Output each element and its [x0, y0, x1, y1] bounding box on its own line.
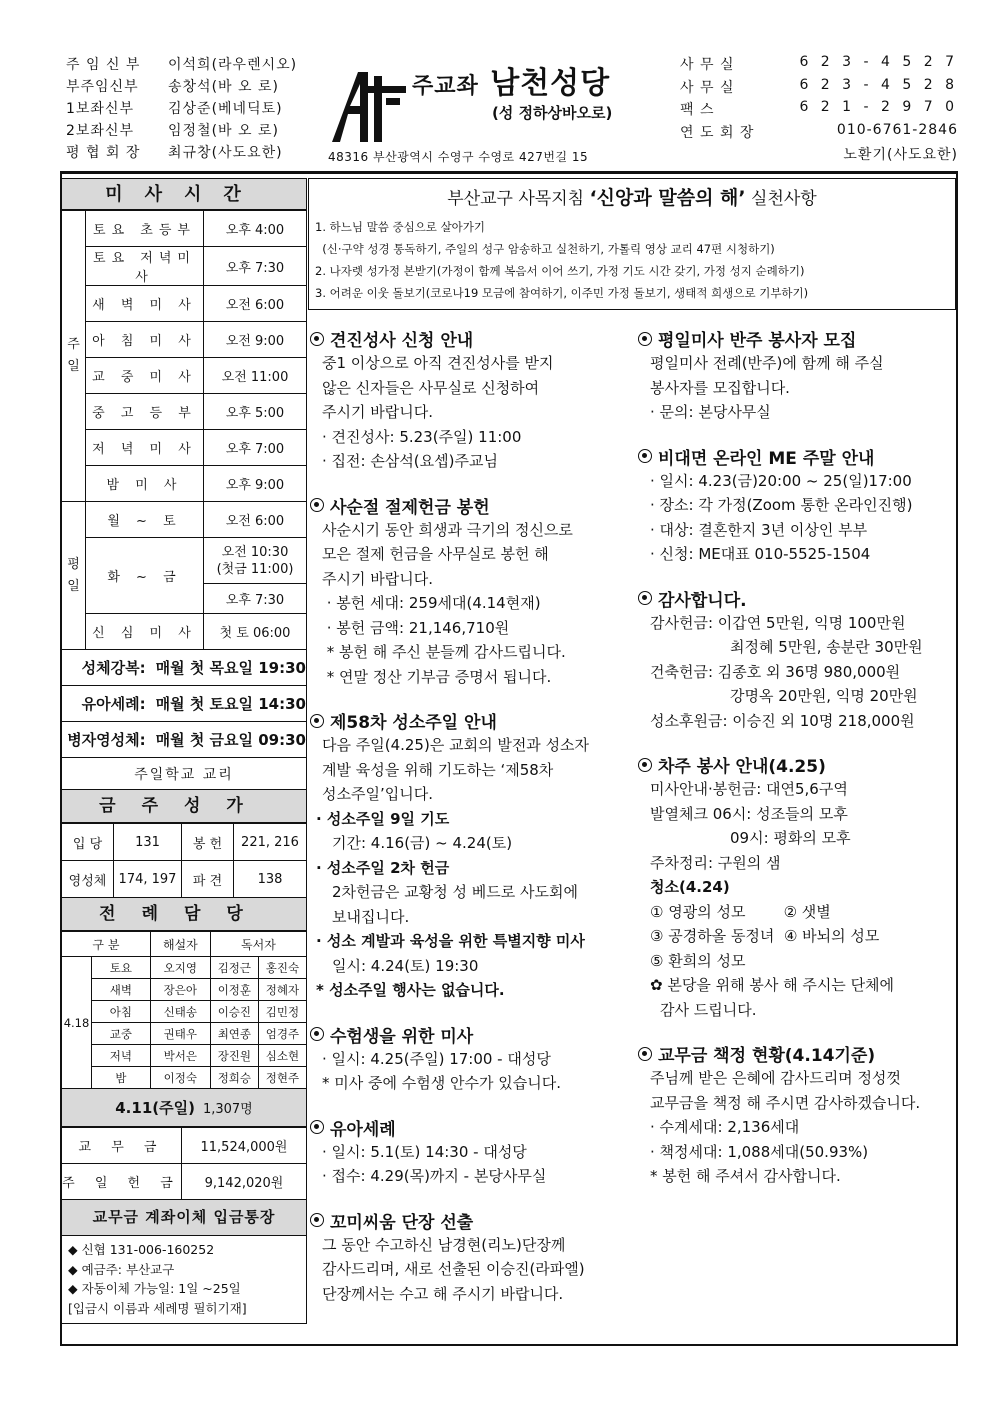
- notice-line: * 봉헌 해 주신 분들께 감사드립니다.: [322, 643, 566, 661]
- notice-line: 평일미사 전례(반주)에 함께 해 주실: [650, 354, 884, 372]
- duty-cell: 토요: [92, 957, 151, 979]
- contact-number: 010-6761-2846: [836, 121, 958, 138]
- directive-title-theme: ‘신앙과 말씀의 해’: [589, 187, 746, 209]
- bulletin-header: [60, 50, 958, 170]
- mass-name: 교 중 미 사: [86, 358, 204, 394]
- notice-line: 주차정리: 구원의 샘: [650, 853, 781, 872]
- notice-line: 중1 이상으로 아직 견진성사를 받지: [322, 354, 554, 372]
- parish-title: [412, 58, 610, 102]
- account-info: [61, 1236, 307, 1324]
- duty-cell: 이정훈: [210, 979, 258, 1001]
- duty-cell: 정희승: [210, 1067, 258, 1089]
- sunday-school-row: 주일학교 교리: [61, 758, 307, 790]
- notice-title: 꼬미씨움 단장 선출: [330, 1212, 474, 1233]
- notice-title: 견진성사 신청 안내: [330, 331, 474, 351]
- notice-line: 교무금을 책정 해 주시면 감사하겠습니다.: [650, 1093, 921, 1112]
- contact-number: 6 2 1 - 2 9 7 0: [799, 99, 958, 115]
- contact-label: 사 무 실: [680, 79, 735, 96]
- hymn-label: 파 견: [182, 861, 234, 898]
- notice-section: [310, 1115, 628, 1189]
- account-title: 교무금 계좌이체 입금통장: [61, 1200, 307, 1236]
- staff-role: 부주임신부: [66, 79, 139, 95]
- offering-value: 9,142,020원: [182, 1164, 307, 1200]
- column-header: 독서자: [210, 932, 306, 957]
- notice-line: · 일시: 4.25(주일) 17:00 - 대성당: [322, 1049, 551, 1068]
- contact-label: 연 도 회 장: [680, 124, 755, 141]
- notice-line: 그 동안 수고하신 남경현(리노)단장께: [322, 1235, 566, 1254]
- yeondo-name: 노환기(사도요한): [843, 147, 958, 163]
- notice-title: 교무금 책정 현황(4.14기준): [658, 1046, 876, 1066]
- mass-name: 새 벽 미 사: [86, 286, 204, 322]
- staff-role: 1보좌신부: [66, 101, 135, 117]
- contact-row: [680, 54, 958, 77]
- table-row: [62, 1067, 307, 1089]
- column-header: 해설자: [150, 932, 210, 957]
- account-line: ◆ 예금주: 부산교구: [68, 1261, 175, 1277]
- mass-time: 오전 11:00: [204, 358, 307, 394]
- notice-line: 보내집니다.: [332, 907, 410, 926]
- notice-line: 성소주일’입니다.: [322, 785, 433, 803]
- directive-line: 2. 나자렛 성가정 본받기(가정이 함께 복음서 이어 쓰기, 가정 기도 시간 갖기, 가정 성지 순례하기): [315, 264, 805, 278]
- duty-cell: 박서은: [150, 1045, 210, 1067]
- mass-name: 중 고 등 부: [86, 394, 204, 430]
- contact-row: [680, 144, 958, 167]
- duty-cell: 김정근: [210, 957, 258, 979]
- notice-line: · 대상: 결혼한지 3년 이상인 부부: [650, 520, 868, 539]
- notice-heading: [310, 326, 628, 351]
- notice-heading: [638, 586, 956, 611]
- notice-line: 건축헌금: 김종호 외 36명 980,000원: [650, 662, 901, 681]
- duty-cell: 새벽: [92, 979, 151, 1001]
- table-row: [62, 1045, 307, 1067]
- notice-line: 다음 주일(4.25)은 교회의 발전과 성소자: [322, 736, 590, 754]
- table-row: [62, 538, 307, 584]
- notice-line: 일시: 4.24(토) 19:30: [332, 956, 479, 975]
- notice-line: ✿ 본당을 위해 봉사 해 주시는 단체에: [650, 976, 895, 994]
- notice-line: · 봉헌 세대: 259세대(4.14현재): [322, 594, 541, 612]
- mass-time: 오전 6:00: [204, 502, 307, 538]
- hymn-value: 174, 197: [114, 861, 182, 898]
- notice-line: * 봉헌 해 주셔서 감사합니다.: [650, 1167, 841, 1185]
- notice-title: 제58차 성소주일 안내: [330, 713, 497, 733]
- left-column: [61, 178, 307, 1324]
- right-area: [308, 178, 956, 1303]
- notice-column-2: [638, 326, 956, 1208]
- table-row: [62, 394, 307, 430]
- special-mass-row: [61, 650, 307, 686]
- sunday-date: 4.11(주일): [115, 1099, 195, 1117]
- pastoral-directive-box: [308, 178, 956, 310]
- staff-row: [66, 98, 326, 120]
- staff-row: [66, 54, 326, 76]
- notice-line: · 봉헌 금액: 21,146,710원: [322, 618, 510, 637]
- mass-time: 오후 7:30: [204, 584, 307, 614]
- notice-line: 성소후원금: 이승진 외 10명 218,000원: [650, 711, 915, 730]
- directive-title: [315, 183, 949, 210]
- sunday-count: 1,307명: [202, 1102, 253, 1117]
- duty-cell: 저녁: [92, 1045, 151, 1067]
- notice-section: [310, 708, 628, 1003]
- mass-time-line: (첫금 11:00): [216, 561, 294, 577]
- weekday-label: 평 일: [62, 502, 86, 650]
- hymn-value: 138: [234, 861, 307, 898]
- mass-name: 신 심 미 사: [86, 614, 204, 650]
- notice-heading: [310, 1208, 628, 1233]
- duty-cell: 장은아: [150, 979, 210, 1001]
- mass-name: 아 침 미 사: [86, 322, 204, 358]
- circle-bullet-icon: [638, 332, 652, 346]
- table-row: [62, 1023, 307, 1045]
- mass-time: 오후 7:30: [204, 247, 307, 286]
- circle-bullet-icon: [310, 714, 324, 728]
- mass-name: 밤 미 사: [86, 466, 204, 502]
- table-row: [62, 1164, 307, 1200]
- circle-bullet-icon: [310, 1213, 324, 1227]
- notice-line: · 성소주일 2차 헌금: [316, 858, 450, 877]
- duty-cell: 최연종: [210, 1023, 258, 1045]
- notice-heading: [638, 752, 956, 777]
- table-row: [62, 502, 307, 538]
- duty-cell: 오지영: [150, 957, 210, 979]
- duty-cell: 아침: [92, 1001, 151, 1023]
- liturgy-duty-table: [61, 931, 307, 1089]
- notice-title: 평일미사 반주 봉사자 모집: [658, 331, 857, 351]
- notice-heading: [638, 326, 956, 351]
- notice-line: 최정혜 5만원, 송분란 30만원: [730, 638, 923, 656]
- duty-cell: 이정숙: [150, 1067, 210, 1089]
- notice-section: [638, 752, 956, 1022]
- notice-line: ③ 공경하올 동정녀 ④ 바뇌의 성모: [650, 927, 880, 945]
- staff-list: [66, 54, 326, 164]
- notice-section: [638, 444, 956, 567]
- duty-cell: 심소현: [258, 1045, 306, 1067]
- directive-line: (신·구약 성경 통독하기, 주일의 성구 암송하고 실천하기, 가톨릭 영상 교리 47편 시청하기): [315, 242, 775, 256]
- special-label: 성체강복:: [81, 659, 146, 677]
- offering-value: 11,524,000원: [182, 1128, 307, 1164]
- hymn-label: 입 당: [62, 824, 114, 861]
- staff-row: [66, 76, 326, 98]
- hymn-value: 221, 216: [234, 824, 307, 861]
- notice-section: [310, 326, 628, 474]
- notice-line: · 집전: 손삼석(요셉)주교님: [322, 452, 498, 470]
- table-row: [62, 824, 307, 861]
- notice-line: · 문의: 본당사무실: [650, 403, 771, 421]
- liturgy-duty-title: 전례담당: [61, 898, 307, 931]
- staff-role: 평 협 회 장: [66, 145, 141, 161]
- notice-heading: [310, 1022, 628, 1047]
- contact-list: [680, 54, 958, 167]
- notice-heading: [638, 1041, 956, 1066]
- column-header: 구 분: [62, 932, 151, 957]
- circle-bullet-icon: [310, 1027, 324, 1041]
- table-row: [62, 247, 307, 286]
- account-line: [입금시 이름과 세례명 필히기재]: [68, 1300, 247, 1316]
- notice-line: 않은 신자들은 사무실로 신청하여: [322, 378, 540, 397]
- notice-line: · 견진성사: 5.23(주일) 11:00: [322, 427, 522, 446]
- mass-time: 오전 6:00: [204, 286, 307, 322]
- notice-line: · 접수: 4.29(목)까지 - 본당사무실: [322, 1167, 547, 1185]
- notice-line: 감사 드립니다.: [660, 1000, 757, 1019]
- mass-name: 토요 초등부: [86, 211, 204, 247]
- notice-heading: [310, 1115, 628, 1140]
- notice-line: ① 영광의 성모 ② 샛별: [650, 902, 831, 921]
- staff-role: 주 임 신 부: [66, 57, 141, 73]
- circle-bullet-icon: [310, 498, 324, 512]
- duty-date: 4.18: [62, 957, 92, 1089]
- notice-line: · 일시: 5.1(토) 14:30 - 대성당: [322, 1142, 527, 1161]
- notice-title: 유아세례: [330, 1119, 396, 1140]
- duty-cell: 밤: [92, 1067, 151, 1089]
- mass-name: 월 ~ 토: [86, 502, 204, 538]
- notice-line: · 신청: ME대표 010-5525-1504: [650, 545, 871, 563]
- notice-line: 주시기 바랍니다.: [322, 403, 433, 421]
- table-row: [62, 979, 307, 1001]
- parish-address: 48316 부산광역시 수영구 수영로 427번길 15: [328, 150, 589, 164]
- directive-title-post: 실천사항: [745, 189, 817, 209]
- mass-time: 오후 7:00: [204, 430, 307, 466]
- notice-line: 청소(4.24): [650, 878, 730, 896]
- duty-cell: 김민정: [258, 1001, 306, 1023]
- directive-line: 1. 하느님 말씀 중심으로 살아가기: [315, 220, 486, 234]
- parish-patron: (성 정하상바오로): [492, 104, 613, 122]
- special-value: 매월 첫 금요일 09:30: [155, 731, 306, 749]
- contact-row: [680, 122, 958, 145]
- circle-bullet-icon: [310, 1120, 324, 1134]
- notice-section: [310, 1022, 628, 1096]
- contact-label: 팩 스: [680, 102, 715, 118]
- notice-line: 사순시기 동안 희생과 극기의 정신으로: [322, 520, 573, 539]
- table-row: [62, 358, 307, 394]
- notice-line: 미사안내·봉헌금: 대연5,6구역: [650, 780, 848, 798]
- notice-line: * 미사 중에 수험생 안수가 있습니다.: [322, 1074, 561, 1092]
- special-value: 매월 첫 목요일 19:30: [155, 659, 306, 677]
- notice-line: 기간: 4.16(금) ~ 4.24(토): [332, 834, 513, 852]
- notice-line: · 성소 계발과 육성을 위한 특별지향 미사: [316, 932, 585, 950]
- notice-heading: [310, 493, 628, 518]
- offering-label: 교 무 금: [62, 1128, 182, 1164]
- special-value: 매월 첫 토요일 14:30: [155, 695, 306, 713]
- notice-line: ⑤ 환희의 성모: [650, 951, 746, 970]
- circle-bullet-icon: [638, 1047, 652, 1061]
- special-mass-row: [61, 722, 307, 758]
- circle-bullet-icon: [638, 449, 652, 463]
- contact-row: [680, 77, 958, 100]
- notice-line: * 성소주일 행사는 없습니다.: [316, 981, 505, 999]
- notice-line: * 연말 정산 기부금 증명서 됩니다.: [322, 667, 552, 686]
- table-row: [62, 211, 307, 247]
- notice-line: · 성소주일 9일 기도: [316, 809, 450, 828]
- mass-time-line: 오전 10:30: [221, 544, 289, 560]
- table-row: [62, 430, 307, 466]
- directive-title-pre: 부산교구 사목지침: [447, 189, 590, 209]
- staff-name: 임정철(바 오 로): [168, 123, 279, 139]
- contact-label: 사 무 실: [680, 57, 735, 73]
- hymn-value: 131: [114, 824, 182, 861]
- notice-heading: [310, 708, 628, 733]
- staff-row: [66, 120, 326, 142]
- sunday-label: 주 일: [62, 211, 86, 502]
- staff-row: [66, 142, 326, 164]
- table-header-row: [62, 932, 307, 957]
- offering-label: 주 일 헌 금: [62, 1164, 182, 1200]
- notice-line: 주시기 바랍니다.: [322, 569, 433, 588]
- account-line: ◆ 자동이체 가능일: 1일 ~25일: [68, 1281, 241, 1296]
- duty-cell: 정현주: [258, 1067, 306, 1089]
- notice-line: · 장소: 각 가정(Zoom 통한 온라인진행): [650, 496, 913, 514]
- notice-heading: [638, 444, 956, 469]
- notice-column-1: [310, 326, 628, 1325]
- account-line: ◆ 신협 131-006-160252: [68, 1242, 215, 1257]
- notice-section: [638, 586, 956, 734]
- mass-name: 저 녁 미 사: [86, 430, 204, 466]
- duty-cell: 엄경주: [258, 1023, 306, 1045]
- notice-line: · 책정세대: 1,088세대(50.93%): [650, 1142, 869, 1161]
- circle-bullet-icon: [310, 332, 324, 346]
- staff-name: 최규창(사도요한): [168, 145, 283, 161]
- hymn-label: 봉 헌: [182, 824, 234, 861]
- duty-cell: 교중: [92, 1023, 151, 1045]
- mass-time: 오후 4:00: [204, 211, 307, 247]
- table-row: [62, 466, 307, 502]
- notice-section: [638, 1041, 956, 1189]
- mass-time: 오전 9:00: [204, 322, 307, 358]
- parish-logo-icon: [328, 58, 406, 146]
- offering-table: [61, 1127, 307, 1200]
- table-row: [62, 286, 307, 322]
- sunday-attendance: [61, 1089, 307, 1127]
- special-mass-row: [61, 686, 307, 722]
- notice-line: 감사드리며, 새로 선출된 이승진(라파엘): [322, 1260, 585, 1278]
- special-label: 유아세례:: [81, 695, 146, 713]
- notice-title: 감사합니다.: [658, 590, 747, 611]
- duty-cell: 신태송: [150, 1001, 210, 1023]
- mass-time: [204, 538, 307, 584]
- contact-row: [680, 99, 958, 122]
- hymns-title: 금주성가: [61, 790, 307, 823]
- mass-name: 화 ~ 금: [86, 538, 204, 614]
- circle-bullet-icon: [638, 758, 652, 772]
- duty-cell: 정혜자: [258, 979, 306, 1001]
- notice-line: · 일시: 4.23(금)20:00 ~ 25(일)17:00: [650, 471, 912, 490]
- notice-line: 2차헌금은 교황청 성 베드로 사도회에: [332, 883, 578, 901]
- notice-line: 감사헌금: 이갑연 5만원, 익명 100만원: [650, 613, 906, 632]
- table-row: [62, 322, 307, 358]
- hymns-table: [61, 823, 307, 898]
- table-row: [62, 1001, 307, 1023]
- table-row: [62, 614, 307, 650]
- mass-time: 오후 5:00: [204, 394, 307, 430]
- special-label: 병자영성체:: [67, 731, 146, 749]
- hymn-label: 영성체: [62, 861, 114, 898]
- contact-number: 6 2 3 - 4 5 2 7: [799, 54, 958, 70]
- table-row: [62, 957, 307, 979]
- notice-section: [638, 326, 956, 425]
- parish-prefix: 주교좌: [412, 74, 479, 99]
- table-row: [62, 1128, 307, 1164]
- mass-times-title: 미사시간: [61, 178, 307, 210]
- notice-line: 봉사자를 모집합니다.: [650, 378, 790, 397]
- notice-title: 비대면 온라인 ME 주말 안내: [658, 448, 875, 469]
- notice-line: 강명옥 20만원, 익명 20만원: [730, 687, 918, 705]
- mass-time: 오후 9:00: [204, 466, 307, 502]
- mass-name: 토요 저녁미사: [86, 247, 204, 286]
- notice-line: 모은 절제 헌금을 사무실로 봉헌 해: [322, 545, 549, 563]
- notice-line: 단장께서는 수고 해 주시기 바랍니다.: [322, 1284, 564, 1303]
- notice-title: 차주 봉사 안내(4.25): [658, 757, 826, 777]
- notice-line: 09시: 평화의 모후: [730, 829, 851, 847]
- parish-name: 남천성당: [490, 66, 611, 101]
- staff-name: 송창석(바 오 로): [168, 79, 279, 95]
- mass-times-table: [61, 210, 307, 650]
- notice-title: 사순절 절제헌금 봉헌: [330, 497, 490, 518]
- duty-cell: 권태우: [150, 1023, 210, 1045]
- circle-bullet-icon: [638, 591, 652, 605]
- duty-cell: 장진원: [210, 1045, 258, 1067]
- staff-name: 김상준(베네딕토): [168, 101, 283, 117]
- table-row: [62, 861, 307, 898]
- notice-line: · 수계세대: 2,136세대: [650, 1118, 800, 1136]
- notice-title: 수험생을 위한 미사: [330, 1026, 474, 1047]
- duty-cell: 홍진숙: [258, 957, 306, 979]
- notice-section: [310, 1208, 628, 1307]
- contact-number: 6 2 3 - 4 5 2 8: [799, 76, 958, 93]
- notice-line: 계발 육성을 위해 기도하는 ‘제58차: [322, 760, 554, 779]
- mass-time: 첫 토 06:00: [204, 614, 307, 650]
- notice-section: [310, 493, 628, 690]
- directive-line: 3. 어려운 이웃 돌보기(코로나19 모금에 참여하기, 이주민 가정 돌보기, 생태적 희생으로 기부하기): [315, 286, 809, 300]
- notice-line: 주님께 받은 은혜에 감사드리며 정성껏: [650, 1069, 901, 1087]
- staff-name: 이석희(라우렌시오): [168, 57, 298, 73]
- staff-role: 2보좌신부: [66, 123, 135, 139]
- notice-line: 발열체크 06시: 성조들의 모후: [650, 804, 848, 823]
- duty-cell: 이승진: [210, 1001, 258, 1023]
